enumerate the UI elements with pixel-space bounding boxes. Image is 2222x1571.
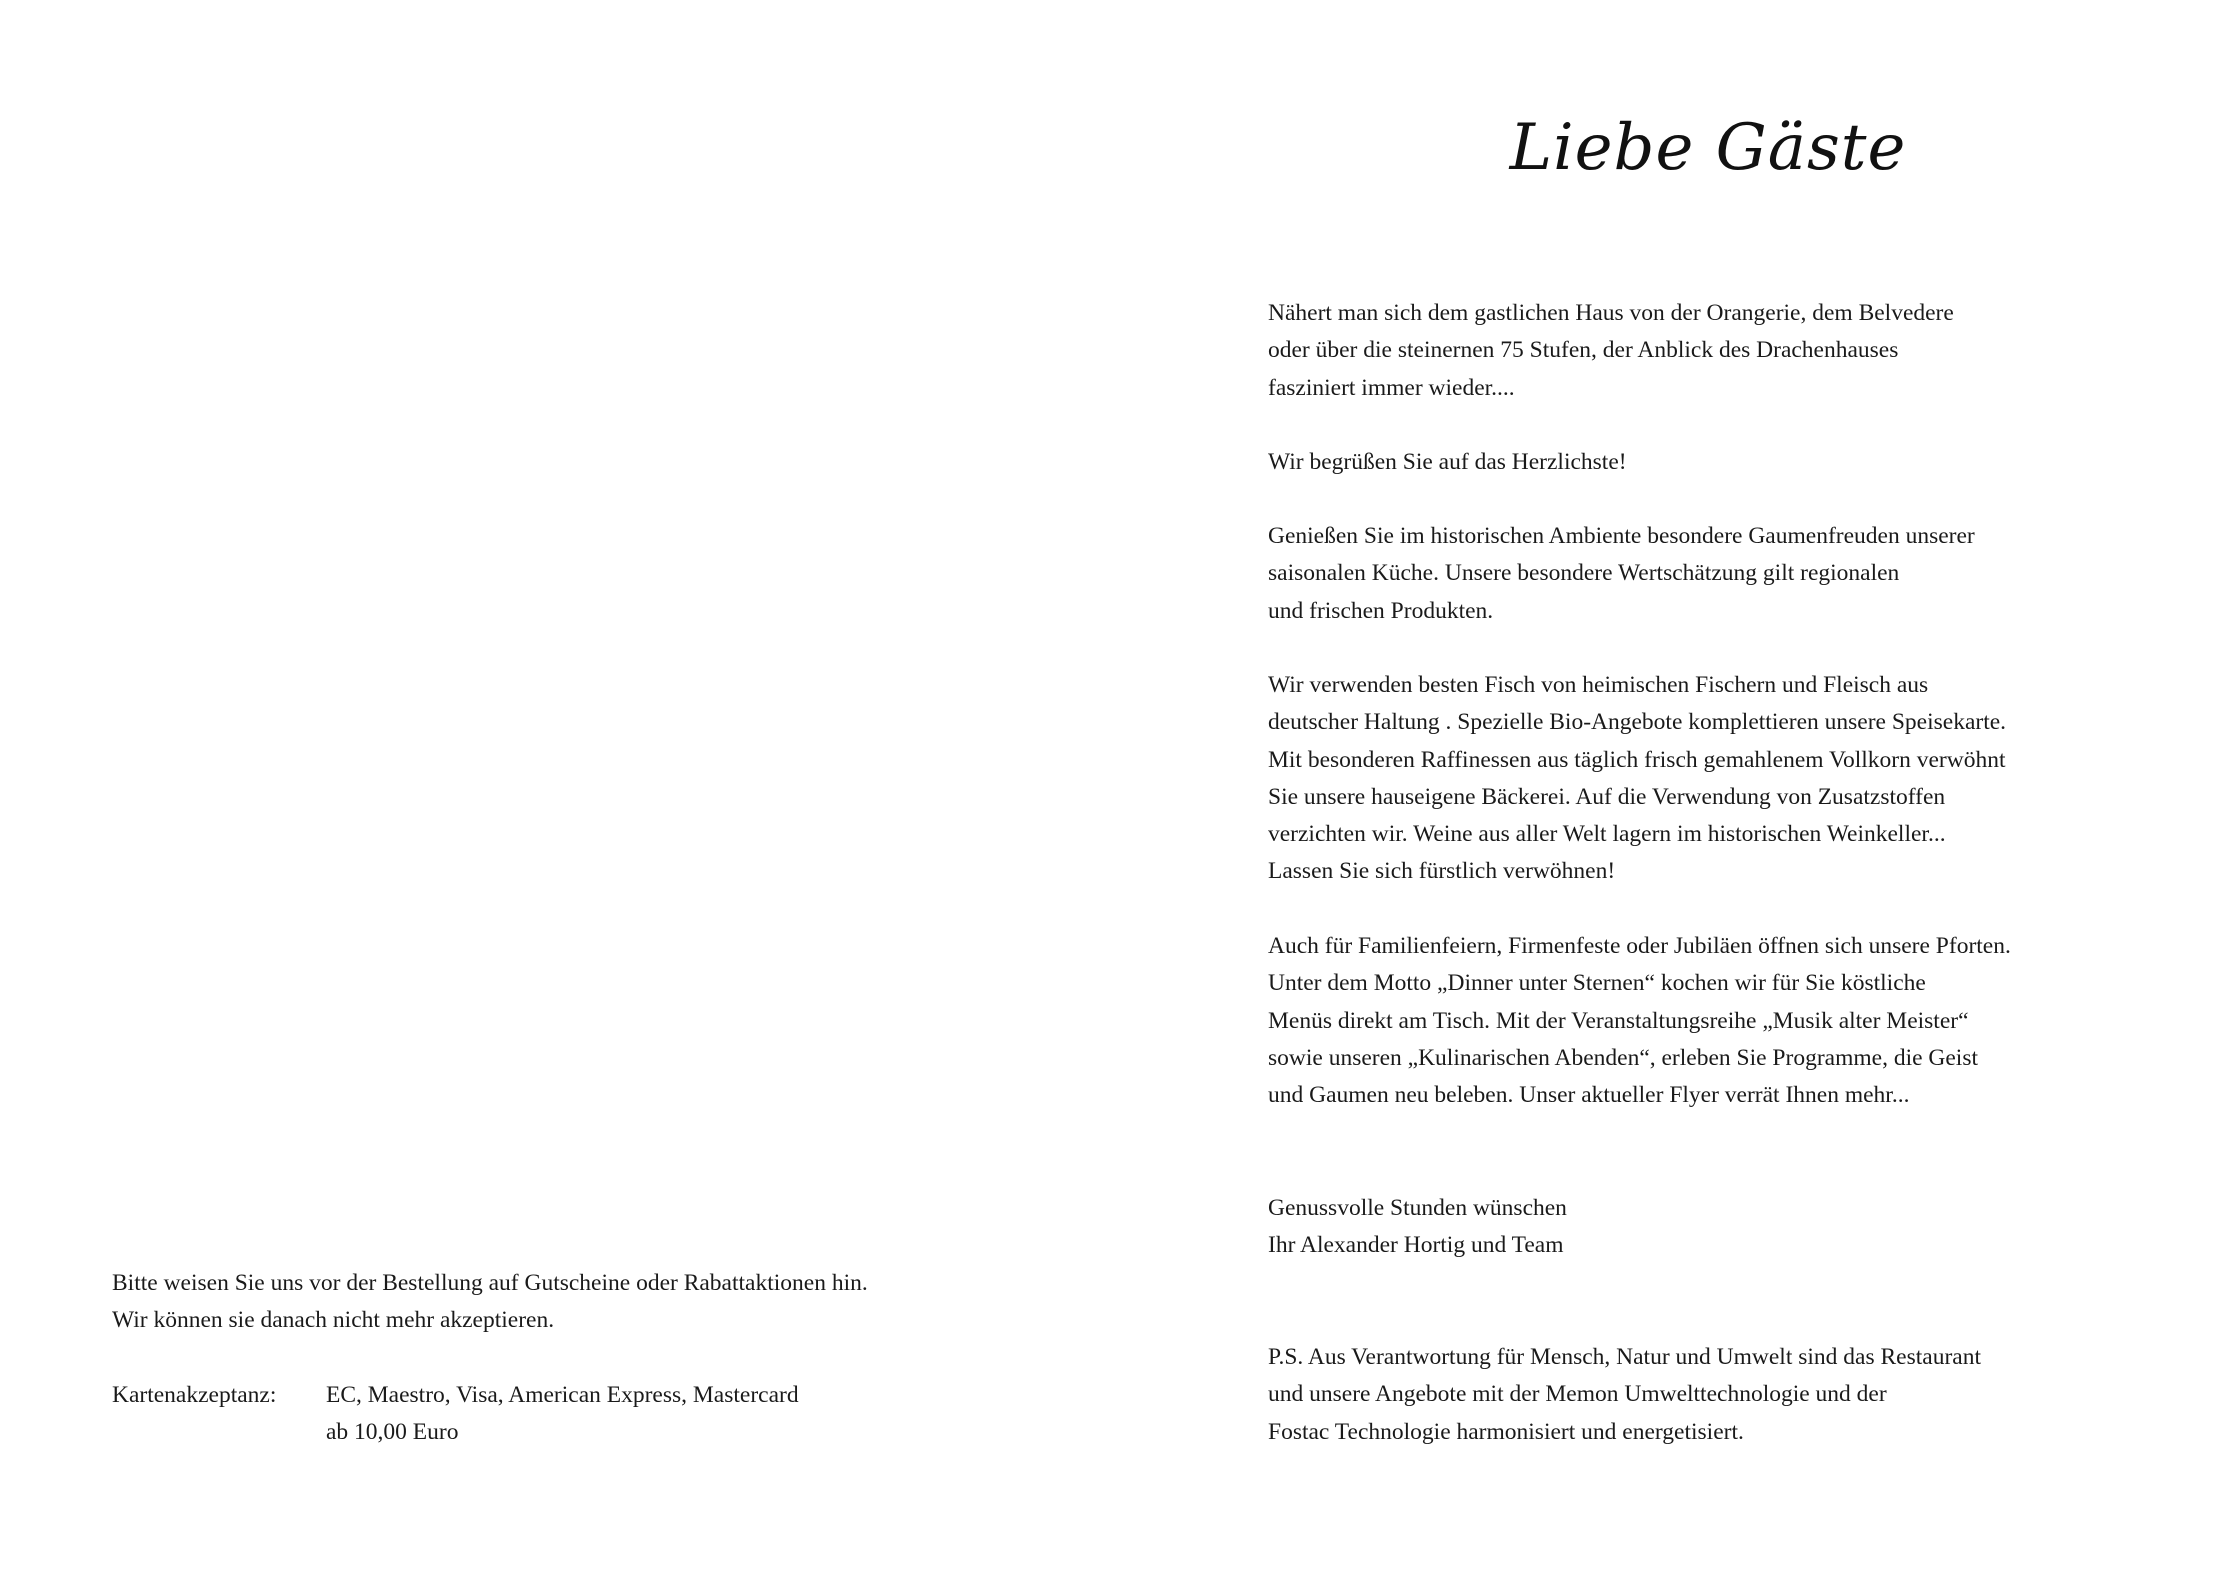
paragraph-line: und frischen Produkten. xyxy=(1268,597,1494,624)
voucher-notice-line: Wir können sie danach nicht mehr akzeptieren. xyxy=(112,1307,555,1334)
voucher-notice xyxy=(112,1265,868,1340)
paragraph-line: und unsere Angebote mit der Memon Umwelttechnologie und der xyxy=(1268,1381,1887,1408)
cuisine-paragraph xyxy=(1268,518,1975,630)
paragraph-line: Fostac Technologie harmonisiert und energetisiert. xyxy=(1268,1418,1744,1445)
voucher-notice-line: Bitte weisen Sie uns vor der Bestellung auf Gutscheine oder Rabattaktionen hin. xyxy=(112,1270,868,1296)
signoff xyxy=(1268,1190,1567,1265)
paragraph-line: Genießen Sie im historischen Ambiente besondere Gaumenfreuden unserer xyxy=(1268,523,1975,549)
paragraph-line: Mit besonderen Raffinessen aus täglich frisch gemahlenem Vollkorn verwöhnt xyxy=(1268,746,2006,773)
right-page xyxy=(1111,0,2222,1571)
paragraph-line: sowie unseren „Kulinarischen Abenden“, erleben Sie Programme, die Geist xyxy=(1268,1044,1979,1071)
paragraph-line: verzichten wir. Weine aus aller Welt lagern im historischen Weinkeller... xyxy=(1268,821,1946,848)
paragraph-line: Sie unsere hauseigene Bäckerei. Auf die Verwendung von Zusatzstoffen xyxy=(1268,783,1946,810)
paragraph-line: deutscher Haltung . Spezielle Bio-Angebote komplettieren unsere Speisekarte. xyxy=(1268,709,2007,736)
events-paragraph xyxy=(1268,928,2011,1114)
paragraph-line: Lassen Sie sich fürstlich verwöhnen! xyxy=(1268,858,1616,885)
paragraph-line: Nähert man sich dem gastlichen Haus von der Orangerie, dem Belvedere xyxy=(1268,300,1954,326)
paragraph-line: P.S. Aus Verantwortung für Mensch, Natur und Umwelt sind das Restaurant xyxy=(1268,1344,1981,1370)
signoff-signature: Ihr Alexander Hortig und Team xyxy=(1268,1232,1564,1259)
card-acceptance-spacer xyxy=(112,1414,326,1451)
paragraph-line: und Gaumen neu beleben. Unser aktueller Flyer verrät Ihnen mehr... xyxy=(1268,1082,1910,1109)
intro-paragraph xyxy=(1268,295,1954,407)
paragraph-line: Unter dem Motto „Dinner unter Sternen“ kochen wir für Sie köstliche xyxy=(1268,970,1926,997)
card-acceptance xyxy=(112,1377,799,1452)
paragraph-line: Wir verwenden besten Fisch von heimischen Fischern und Fleisch aus xyxy=(1268,672,1929,698)
card-acceptance-row xyxy=(112,1414,799,1451)
postscript xyxy=(1268,1339,1981,1451)
page-title: Liebe Gäste xyxy=(1509,111,1907,185)
card-acceptance-row xyxy=(112,1377,799,1414)
card-acceptance-methods: EC, Maestro, Visa, American Express, Mastercard xyxy=(326,1382,799,1408)
paragraph-line: oder über die steinernen 75 Stufen, der Anblick des Drachenhauses xyxy=(1268,337,1899,364)
ingredients-paragraph xyxy=(1268,667,2006,891)
paragraph-line: Wir begrüßen Sie auf das Herzlichste! xyxy=(1268,449,1627,475)
paragraph-line: Menüs direkt am Tisch. Mit der Veranstaltungsreihe „Musik alter Meister“ xyxy=(1268,1007,1969,1034)
signoff-line: Genussvolle Stunden wünschen xyxy=(1268,1195,1567,1221)
paragraph-line: fasziniert immer wieder.... xyxy=(1268,374,1515,401)
paragraph-line: Auch für Familienfeiern, Firmenfeste oder Jubiläen öffnen sich unsere Pforten. xyxy=(1268,933,2011,959)
card-acceptance-minimum: ab 10,00 Euro xyxy=(326,1419,459,1446)
card-acceptance-label: Kartenakzeptanz: xyxy=(112,1382,277,1408)
greeting-paragraph xyxy=(1268,444,1627,481)
paragraph-line: saisonalen Küche. Unsere besondere Wertschätzung gilt regionalen xyxy=(1268,560,1900,587)
